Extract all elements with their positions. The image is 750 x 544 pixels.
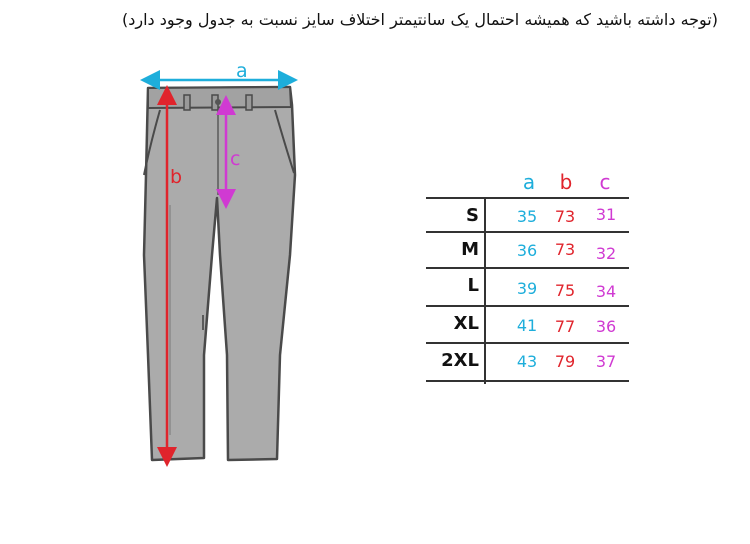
value-a: 36 — [516, 241, 538, 260]
table-row — [426, 268, 631, 304]
value-a: 35 — [516, 207, 538, 226]
value-b: 77 — [554, 317, 576, 336]
value-a: 41 — [516, 316, 538, 335]
value-b: 79 — [554, 352, 576, 371]
value-c: 36 — [595, 317, 617, 336]
value-c: 31 — [595, 205, 617, 224]
size-table — [426, 170, 631, 385]
value-b: 73 — [554, 207, 576, 226]
dimension-b-label: b — [170, 166, 183, 188]
header-a: a — [522, 170, 536, 194]
waist-button — [215, 99, 221, 105]
belt-loop — [184, 95, 190, 110]
belt-loop — [246, 95, 252, 110]
value-b: 73 — [554, 240, 576, 259]
size-label: L — [467, 275, 479, 296]
value-a: 43 — [516, 352, 538, 371]
size-label: M — [461, 239, 479, 260]
size-note: (توجه داشته باشید که همیشه احتمال یک سانتیمتر اختلاف سایز نسبت به جدول وجود دارد) — [122, 10, 718, 29]
header-b: b — [559, 170, 573, 194]
table-row — [426, 198, 631, 234]
table-row — [426, 343, 631, 379]
pants-diagram — [130, 55, 310, 475]
size-label: XL — [453, 313, 479, 334]
table-row — [426, 306, 631, 342]
size-label: 2XL — [441, 350, 479, 371]
table-row — [426, 232, 631, 268]
waistband — [148, 87, 291, 108]
value-a: 39 — [516, 279, 538, 298]
value-c: 34 — [595, 282, 617, 301]
value-c: 37 — [595, 352, 617, 371]
size-label: S — [466, 205, 479, 226]
dimension-a-label: a — [236, 60, 248, 82]
value-b: 75 — [554, 281, 576, 300]
header-c: c — [599, 170, 611, 194]
dimension-c-label: c — [230, 148, 241, 170]
table-divider — [426, 380, 629, 382]
value-c: 32 — [595, 244, 617, 263]
